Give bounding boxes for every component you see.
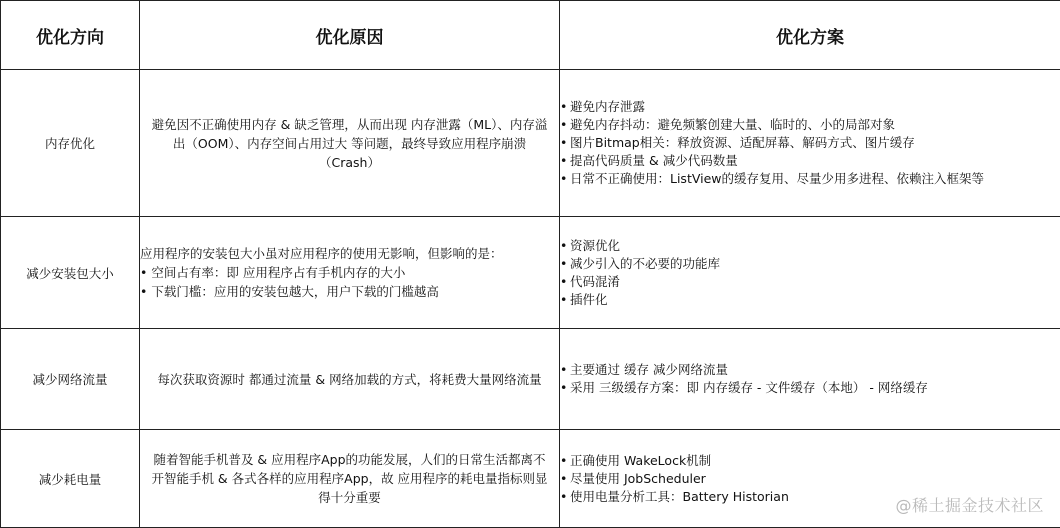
plan-item (560, 452, 1060, 470)
plan-item (560, 237, 1060, 255)
bullet-icon: • (560, 99, 568, 114)
reason-line: • 空间占有率：即 应用程序占有手机内存的大小 (140, 265, 406, 280)
bullet-icon: • (560, 255, 568, 271)
bullet-icon: • (560, 237, 568, 253)
table-row (1, 70, 1060, 217)
bullet-icon: • (560, 273, 568, 289)
header-plan: 优化方案 (560, 1, 1060, 70)
plan-item-text: 尽量使用 JobScheduler (570, 470, 706, 486)
plan-item (560, 255, 1060, 273)
reason-line: 每次获取资源时 都通过流量 & 网络加载的方式，将耗费大量网络流量 (157, 371, 542, 387)
bullet-icon: • (560, 362, 568, 377)
plan-cell (560, 70, 1060, 217)
reason-line: 得十分重要 (318, 490, 381, 505)
bullet-icon: • (560, 470, 568, 486)
plan-item-text: 图片Bitmap相关：释放资源、适配屏幕、解码方式、图片缓存 (570, 135, 915, 150)
plan-item-text: 资源优化 (570, 237, 621, 253)
reason-cell (140, 70, 560, 217)
plan-item-text: 代码混淆 (570, 273, 621, 289)
plan-item (560, 379, 1060, 397)
plan-item (560, 170, 1060, 188)
plan-item-text: 插件化 (570, 291, 608, 307)
direction-cell: 减少安装包大小 (1, 217, 140, 329)
direction-cell: 减少耗电量 (1, 430, 140, 528)
direction-cell: 内存优化 (1, 70, 140, 217)
bullet-icon: • (560, 291, 568, 307)
plan-item (560, 361, 1060, 379)
reason-line: 随着智能手机普及 & 应用程序App的功能发展，人们的日常生活都离不 (153, 452, 546, 467)
plan-item-text: 日常不正确使用：ListView的缓存复用、尽量少用多进程、依赖注入框架等 (570, 171, 985, 186)
reason-line: 开智能手机 & 各式各样的应用程序App，故 应用程序的耗电量指标则显 (151, 471, 548, 486)
reason-line: （Crash） (319, 154, 380, 170)
plan-item-text: 使用电量分析工具：Battery Historian (570, 488, 789, 504)
bullet-icon: • (560, 380, 568, 395)
plan-item-text: 主要通过 缓存 减少网络流量 (570, 362, 728, 377)
plan-item-text: 避免内存泄露 (570, 99, 646, 114)
plan-cell (560, 217, 1060, 329)
plan-cell (560, 329, 1060, 430)
reason-line: 避免因不正确使用内存 & 缺乏管理，从而出现 内存泄露（ML）、内存溢 (151, 116, 548, 132)
plan-item-text: 采用 三级缓存方案：即 内存缓存 - 文件缓存（本地） - 网络缓存 (570, 380, 928, 395)
plan-item (560, 470, 1060, 488)
reason-line: 应用程序的安装包大小虽对应用程序的使用无影响，但影响的是： (140, 246, 503, 261)
plan-item-text: 正确使用 WakeLock机制 (570, 452, 712, 468)
bullet-icon: • (560, 171, 568, 186)
bullet-icon: • (560, 117, 568, 132)
plan-item-text: 减少引入的不必要的功能库 (570, 255, 721, 271)
reason-cell (140, 329, 560, 430)
header-reason: 优化原因 (140, 1, 560, 70)
header-row (1, 1, 1060, 70)
plan-item-text: 避免内存抖动：避免频繁创建大量、临时的、小的局部对象 (570, 117, 896, 132)
reason-line: 出（OOM）、内存空间占用过大 等问题，最终导致应用程序崩溃 (172, 135, 527, 151)
header-direction: 优化方向 (1, 1, 140, 70)
reason-cell (140, 430, 560, 528)
bullet-icon: • (560, 135, 568, 150)
watermark: @稀土掘金技术社区 (895, 496, 1044, 515)
plan-item-text: 提高代码质量 & 减少代码数量 (570, 153, 738, 168)
bullet-icon: • (560, 452, 568, 468)
plan-item (560, 134, 1060, 152)
bullet-icon: • (560, 153, 568, 168)
plan-item (560, 152, 1060, 170)
reason-line: • 下载门槛：应用的安装包越大，用户下载的门槛越高 (140, 284, 439, 299)
plan-item (560, 291, 1060, 309)
bullet-icon: • (560, 488, 568, 504)
table-row (1, 329, 1060, 430)
plan-item (560, 273, 1060, 291)
plan-item (560, 98, 1060, 116)
table-row (1, 217, 1060, 329)
reason-cell (140, 217, 560, 329)
direction-cell: 减少网络流量 (1, 329, 140, 430)
plan-item (560, 116, 1060, 134)
